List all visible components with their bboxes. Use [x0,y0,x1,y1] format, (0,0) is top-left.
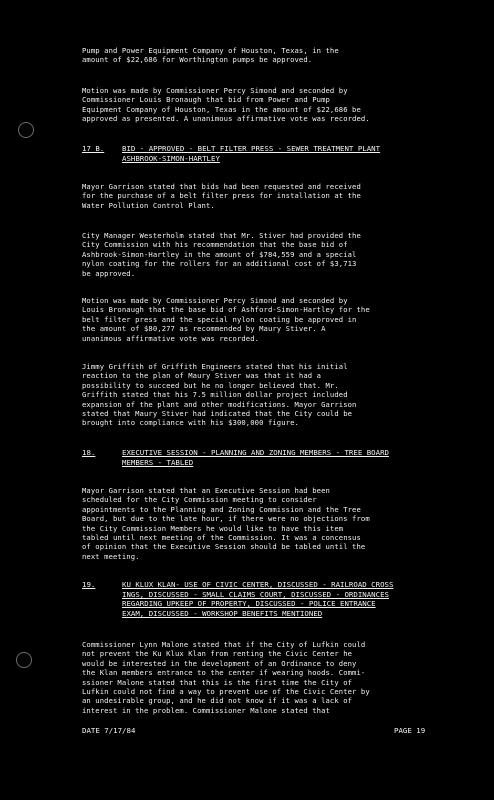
paragraph: Commissioner Lynn Malone stated that if the City of Lufkin could not prevent the Ku Klux Klan from renting the Civic Center he would be interested in the development of an Ordinance to deny the Klan members entrance to the center if wearing hoods. Commi- ssioner Malone stated that this is the first time the City of Lufkin could not find a way to prevent use of the Civic Center by an undesirable group, and he did not know if it was a lack of interest in the problem. Commissioner Malone stated that [82,640,370,715]
paragraph: Motion was made by Commissioner Percy Simond and seconded by Louis Bronaugh that the base bid of Ashford-Simon-Hartley for the belt filter press and the special nylon coating be approved in the amount of $80,277 as recommended by Maury Stiver. A unanimous affirmative vote was recorded. [82,296,370,343]
section-title: KU KLUX KLAN- USE OF CIVIC CENTER, DISCUSSED - RAILROAD CROSS INGS, DISCUSSED - SMALL CLAIMS COURT, DISCUSSED - ORDINANCES REGARDING UPKEEP OF PROPERTY, DISCUSSED - POLICE ENTRANCE EXAM, DISCUSSED - WORKSHOP BENEFITS MENTIONED [122,580,394,618]
paragraph: Jimmy Griffith of Griffith Engineers stated that his initial reaction to the plan of Maury Stiver was that it had a possibility to succeed but he no longer believed that. Mr. Griffith stated that his 7.5 million dollar project included expansion of the plant and other modifications. Mayor Garrison stated that Maury Stiver had indicated that the City could be brought into compliance with his $300,000 figure. [82,362,357,428]
paragraph: Mayor Garrison stated that bids had been requested and received for the purchase of a belt filter press for installation at the Water Pollution Control Plant. [82,182,361,210]
section-title: BID - APPROVED - BELT FILTER PRESS - SEWER TREATMENT PLANT ASHBROOK-SIMON-HARTLEY [122,144,381,163]
section-number: 17 B. [82,144,105,153]
paragraph: Pump and Power Equipment Company of Houston, Texas, in the amount of $22,686 for Worthington pumps be approved. [82,46,339,65]
paragraph: Mayor Garrison stated that an Executive Session had been scheduled for the City Commission meeting to consider appointments to the Planning and Zoning Commission and the Tree Board, but due to the late hour, if there were no objections from the City Commission Members he would like to have this item tabled until next meeting of the Commission. It was a concensus of opinion that the Executive Session should be tabled until the next meeting. [82,486,370,561]
footer-page-number: PAGE 19 [394,726,426,735]
section-title: EXECUTIVE SESSION - PLANNING AND ZONING MEMBERS - TREE BOARD MEMBERS - TABLED [122,448,389,467]
section-number: 19. [82,580,96,589]
punch-hole-mark [18,122,34,138]
section-number: 18. [82,448,96,457]
paragraph: City Manager Westerholm stated that Mr. Stiver had provided the City Commission with his recommendation that the base bid of Ashbrook-Simon-Hartley in the amount of $784,559 and a special nylon coating for the rollers for an additional cost of $3,713 be approved. [82,231,361,278]
paragraph: Motion was made by Commissioner Percy Simond and seconded by Commissioner Louis Bronaugh that bid from Power and Pump Equipment Company of Houston, Texas in the amount of $22,686 be approved as presented. A unanimous affirmative vote was recorded. [82,86,370,124]
punch-hole-mark [16,652,32,668]
footer-date: DATE 7/17/84 [82,726,136,735]
